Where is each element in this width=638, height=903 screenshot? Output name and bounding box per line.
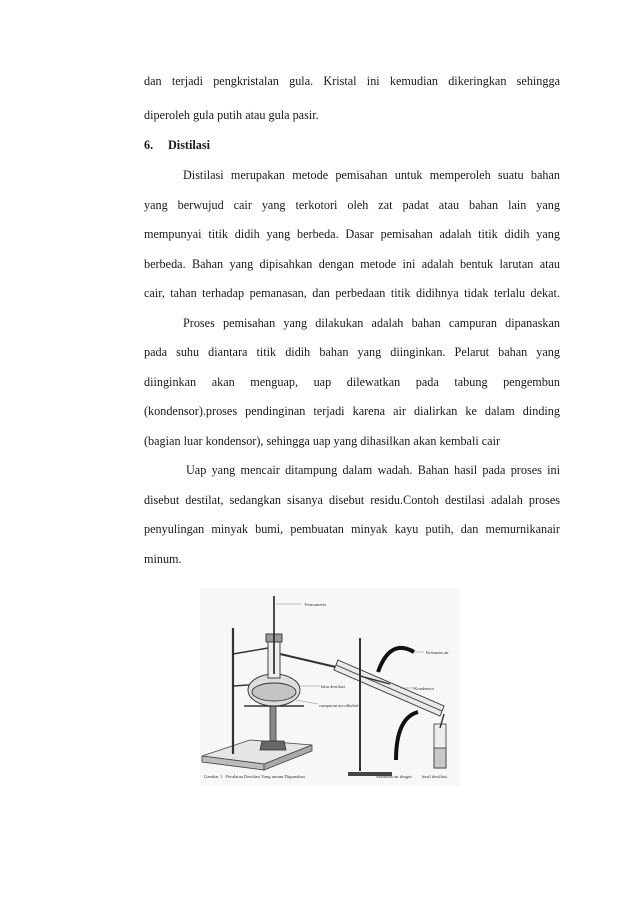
distillation-diagram bbox=[200, 588, 460, 786]
paragraph-line: diperoleh gula putih atau gula pasir. bbox=[144, 108, 319, 122]
section-title: Distilasi bbox=[168, 138, 210, 152]
paragraph-line: cair, tahan terhadap pemanasan, dan perbedaan titik didihnya tidak terlalu dekat. bbox=[144, 286, 560, 300]
label-water-in: Masukan air dingin bbox=[376, 774, 412, 779]
label-mixture: campuran air-alkohol bbox=[319, 703, 359, 708]
figure-caption: Gambar 1 : Peralatan Destilasi Yang umum Digunakan bbox=[204, 774, 305, 779]
paragraph-line: yang berwujud cair yang terkotori oleh zat padat atau bahan lain yang bbox=[144, 198, 560, 212]
distillation-apparatus-figure bbox=[200, 588, 460, 786]
paragraph-line: berbeda. Bahan yang dipisahkan dengan metode ini adalah bentuk larutan atau bbox=[144, 257, 560, 271]
paragraph-line: Proses pemisahan yang dilakukan adalah bahan campuran dipanaskan bbox=[183, 316, 560, 330]
label-thermometer: Termometer bbox=[304, 602, 327, 607]
paragraph-line: (kondensor).proses pendinginan terjadi karena air dialirkan ke dalam dinding bbox=[144, 404, 560, 418]
paragraph-line: Distilasi merupakan metode pemisahan untuk memperoleh suatu bahan bbox=[183, 168, 560, 182]
label-water-out: Keluaran air bbox=[426, 650, 449, 655]
label-flask: labu destilasi bbox=[321, 684, 346, 689]
paragraph-line: diinginkan akan menguap, uap dilewatkan pada tabung pengembun bbox=[144, 375, 560, 389]
paragraph-line: Uap yang mencair ditampung dalam wadah. Bahan hasil pada proses ini bbox=[186, 463, 560, 477]
paragraph-line: mempunyai titik didih yang berbeda. Dasar pemisahan adalah titik didih yang bbox=[144, 227, 560, 241]
paragraph-line: disebut destilat, sedangkan sisanya disebut residu.Contoh destilasi adalah proses bbox=[144, 493, 560, 507]
label-distillate: hasil destilasi bbox=[422, 774, 447, 779]
paragraph-line: minum. bbox=[144, 552, 182, 566]
section-number: 6. bbox=[144, 138, 154, 152]
paragraph-line: penyulingan minyak bumi, pembuatan minyak kayu putih, dan memurnikanair bbox=[144, 522, 560, 536]
label-condenser: Kondensor bbox=[414, 686, 435, 691]
section-heading bbox=[144, 138, 210, 153]
paragraph-line: dan terjadi pengkristalan gula. Kristal ini kemudian dikeringkan sehingga bbox=[144, 74, 560, 88]
paragraph-line: pada suhu diantara titik didih bahan yang diinginkan. Pelarut bahan yang bbox=[144, 345, 560, 359]
paragraph-line: (bagian luar kondensor), sehingga uap yang dihasilkan akan kembali cair bbox=[144, 434, 501, 448]
